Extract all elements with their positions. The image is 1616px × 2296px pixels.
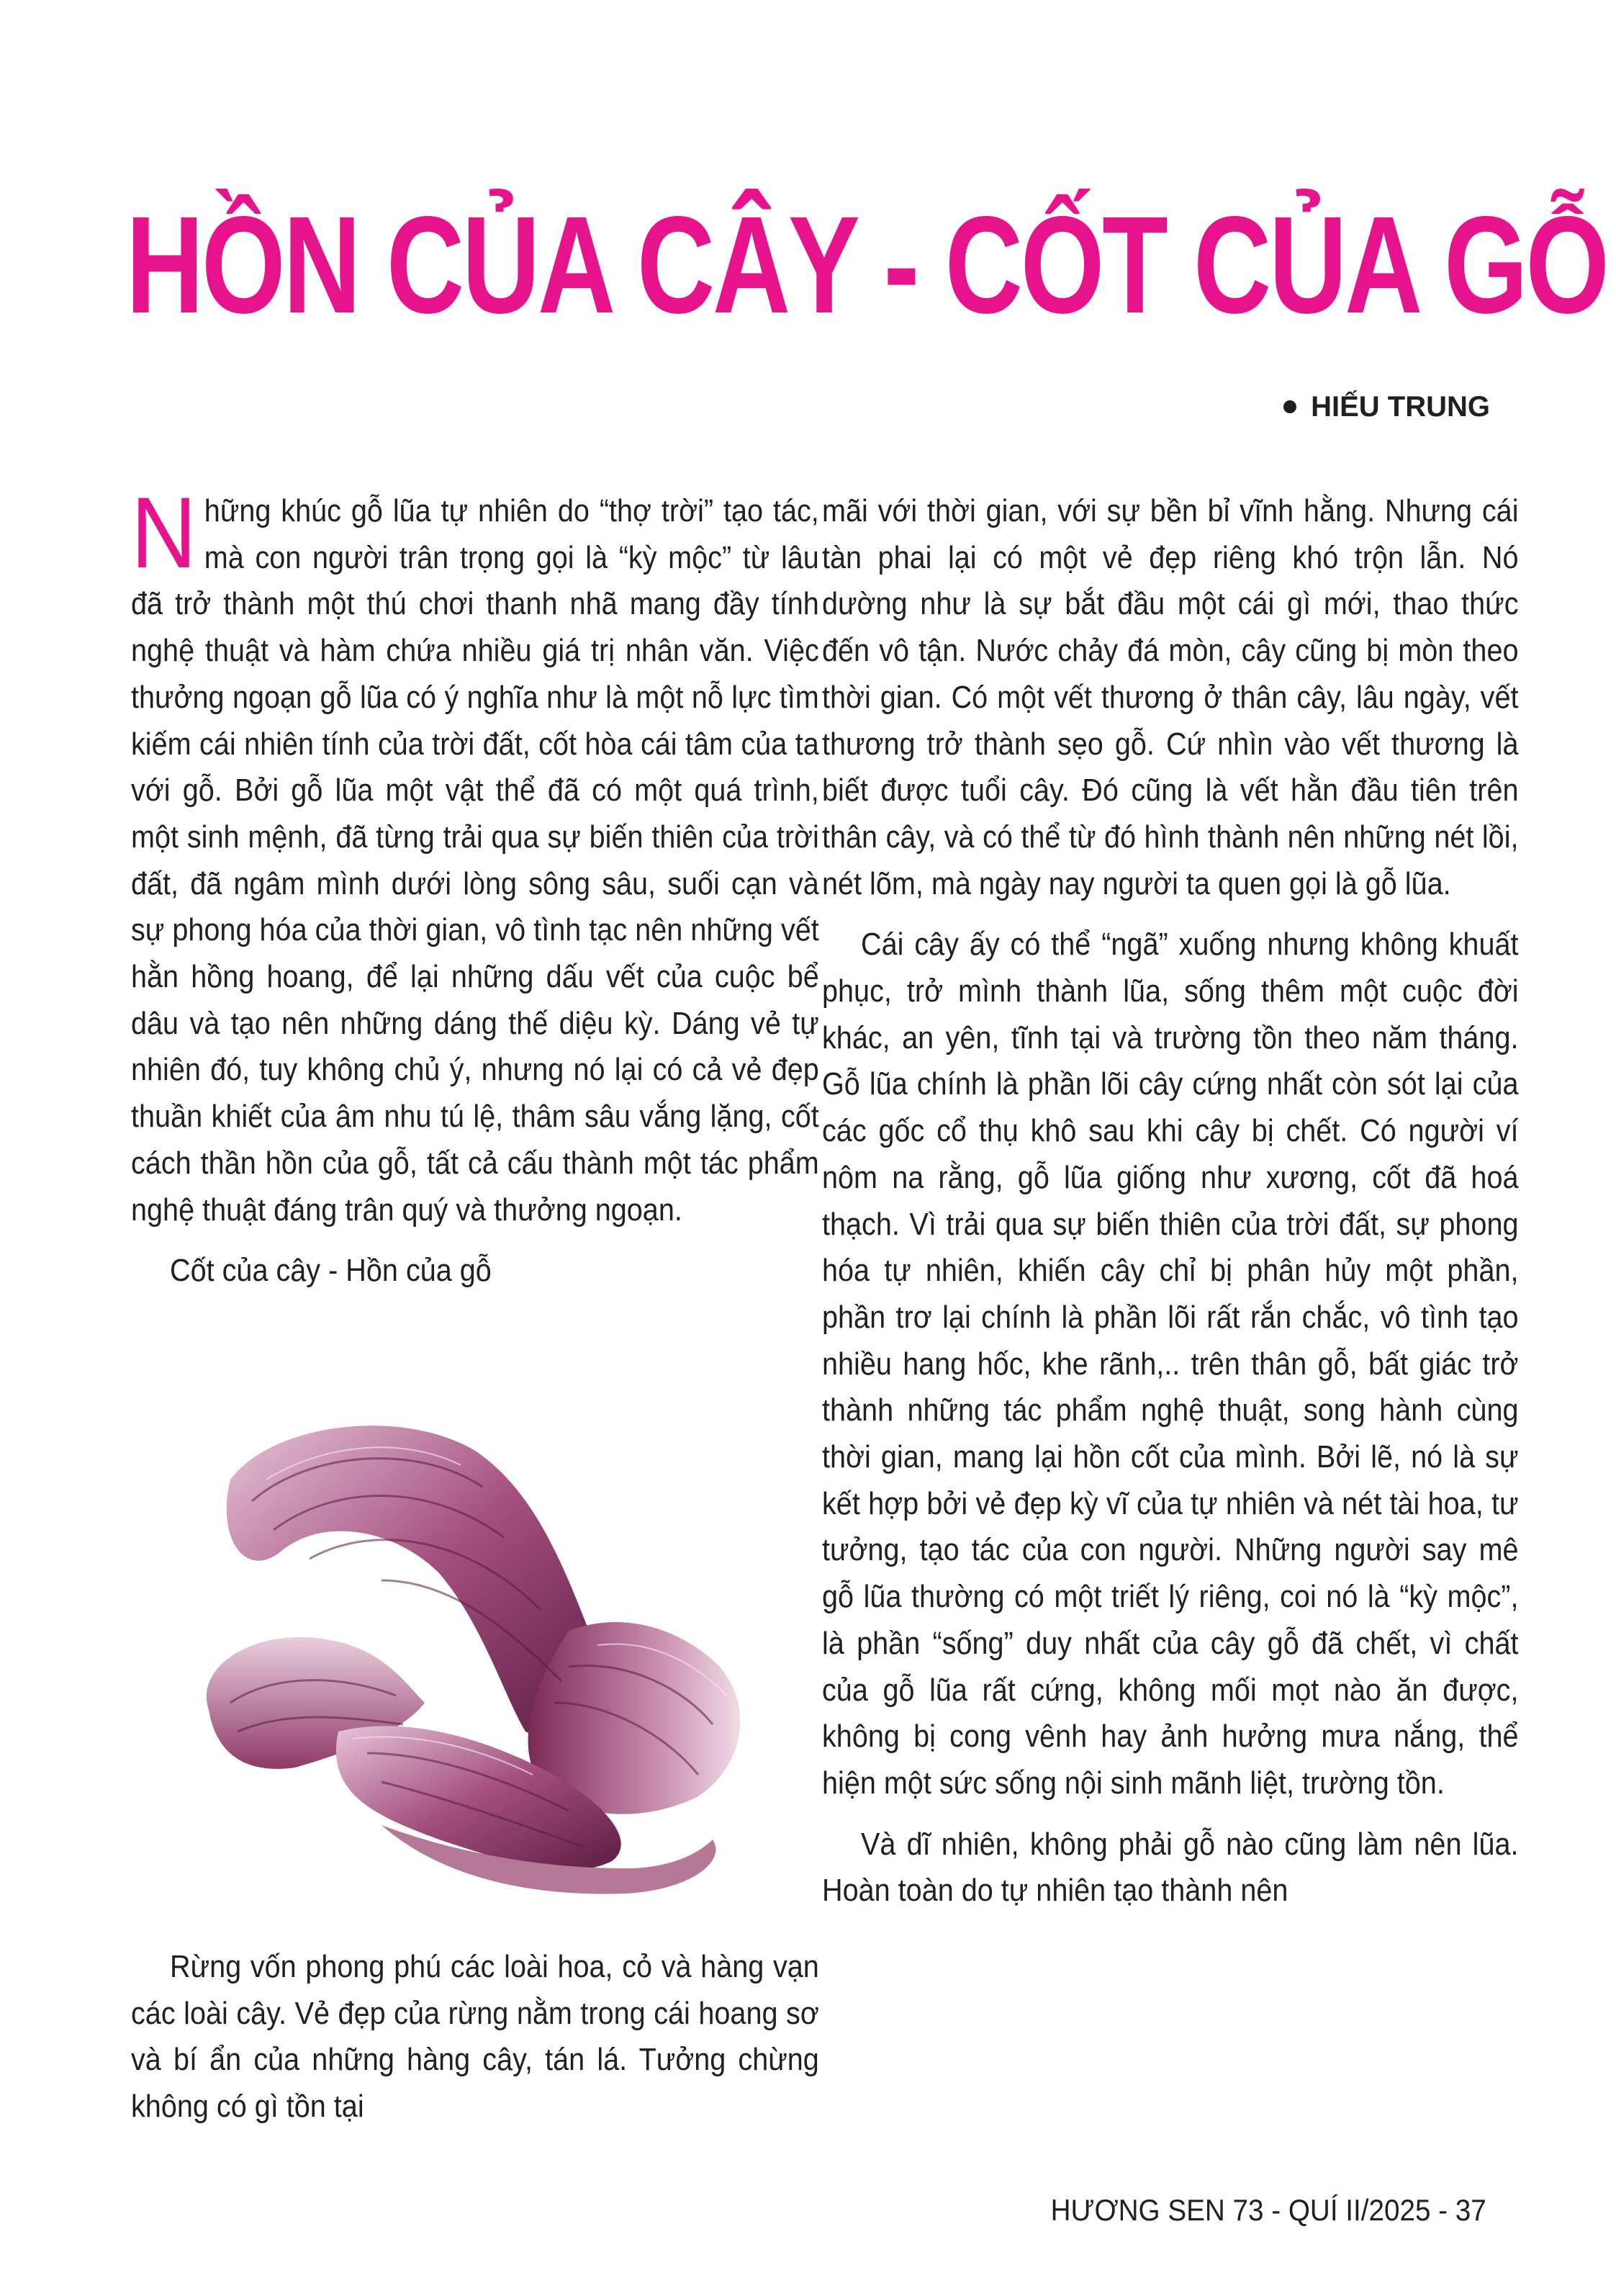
driftwood-photo — [166, 1393, 799, 1897]
right-paragraph-1: mãi với thời gian, với sự bền bỉ vĩnh hằng. Nhưng cái tàn phai lại có một vẻ đẹp riêng khó trộn lẫn. Nó dường như là sự bắt đầu một cái gì mới, thao thức đến vô tận. Nước chảy đá mòn, cây cũng bị mòn theo thời gian. Có một vết thương ở thân cây, lâu ngày, vết thương trở thành sẹo gỗ. Cứ nhìn vào vết thương là biết được tuổi cây. Đó cũng là vết hằn đầu tiên trên thân cây, và có thể từ đó hình thành nên những nét lồi, nét lõm, mà ngày nay người ta quen gọi là gỗ lũa. — [822, 493, 1519, 901]
bullet-icon — [1283, 400, 1296, 413]
article-title: HỒN CỦA CÂY - CỐT CỦA GỖ — [126, 187, 1607, 342]
byline — [1283, 389, 1490, 425]
right-paragraph-3: Và dĩ nhiên, không phải gỗ nào cũng làm nên lũa. Hoàn toàn do tự nhiên tạo thành nên — [822, 1826, 1519, 1909]
forest-paragraph: Rừng vốn phong phú các loài hoa, cỏ và hàng vạn các loài cây. Vẻ đẹp của rừng nằm trong cái hoang sơ và bí ẩn của những hàng cây, tán lá. Tưởng chừng không có gì tồn tại — [131, 1949, 819, 2125]
column-left-top — [131, 476, 819, 1295]
right-paragraph-2: Cái cây ấy có thể “ngã” xuống nhưng không khuất phục, trở mình thành lũa, sống thêm một cuộc đời khác, an yên, tĩnh tại và trường tồn theo năm tháng. Gỗ lũa chính là phần lõi cây cứng nhất còn sót lại của các gốc cổ thụ khô sau khi cây bị chết. Có người ví nôm na rằng, gỗ lũa giống như xương, cốt đã hoá thạch. Vì trải qua sự biến thiên của trời đất, sự phong hóa tự nhiên, khiến cây chỉ bị phân hủy một phần, phần trơ lại chính là phần lõi rất rắn chắc, vô tình tạo nhiều hang hốc, khe rãnh,.. trên thân gỗ, bất giác trở thành những tác phẩm nghệ thuật, song hành cùng thời gian, mang lại hồn cốt của mình. Bởi lẽ, nó là sự kết hợp bởi vẻ đẹp kỳ vĩ của tự nhiên và nét tài hoa, tư tưởng, tạo tác của con người. Những người say mê gỗ lũa thường có một triết lý riêng, coi nó là “kỳ mộc”, là phần “sống” duy nhất của cây gỗ đã chết, vì chất của gỗ lũa rất cứng, không mối mọt nào ăn được, không bị cong vênh hay ảnh hưởng mưa nắng, thể hiện một sức sống nội sinh mãnh liệt, trường tồn. — [822, 927, 1519, 1801]
column-right — [822, 488, 1519, 1914]
subheading: Cốt của cây - Hồn của gỗ — [170, 1253, 492, 1289]
column-left-bottom — [131, 1944, 819, 2130]
intro-text: hững khúc gỗ lũa tự nhiên do “thợ trời” tạo tác, mà con người trân trọng gọi là “kỳ mộc” từ lâu đã trở thành một thú chơi thanh nhã mang đầy tính nghệ thuật và hàm chứa nhiều giá trị nhân văn. Việc thưởng ngoạn gỗ lũa có ý nghĩa như là một nỗ lực tìm kiếm cái nhiên tính của trời đất, cốt hòa cái tâm của ta với gỗ. Bởi gỗ lũa một vật thể đã có một quá trình, một sinh mệnh, đã từng trải qua sự biến thiên của trời đất, đã ngâm mình dưới lòng sông sâu, suối cạn và sự phong hóa của thời gian, vô tình tạc nên những vết hằn hồng hoang, để lại những dấu vết của cuộc bể dâu và tạo nên những dáng thế diệu kỳ. Dáng vẻ tự nhiên đó, tuy không chủ ý, nhưng nó lại có cả vẻ đẹp thuần khiết của âm nhu tú lệ, thâm sâu vắng lặng, cốt cách thần hồn của gỗ, tất cả cấu thành một tác phẩm nghệ thuật đáng trân quý và thưởng ngoạn. — [131, 493, 819, 1228]
drop-cap: N — [131, 476, 197, 589]
page-footer: HƯƠNG SEN 73 - QUÍ II/2025 - 37 — [1050, 2193, 1486, 2227]
intro-paragraph — [131, 476, 819, 1233]
author-name: HIẾU TRUNG — [1311, 391, 1490, 423]
